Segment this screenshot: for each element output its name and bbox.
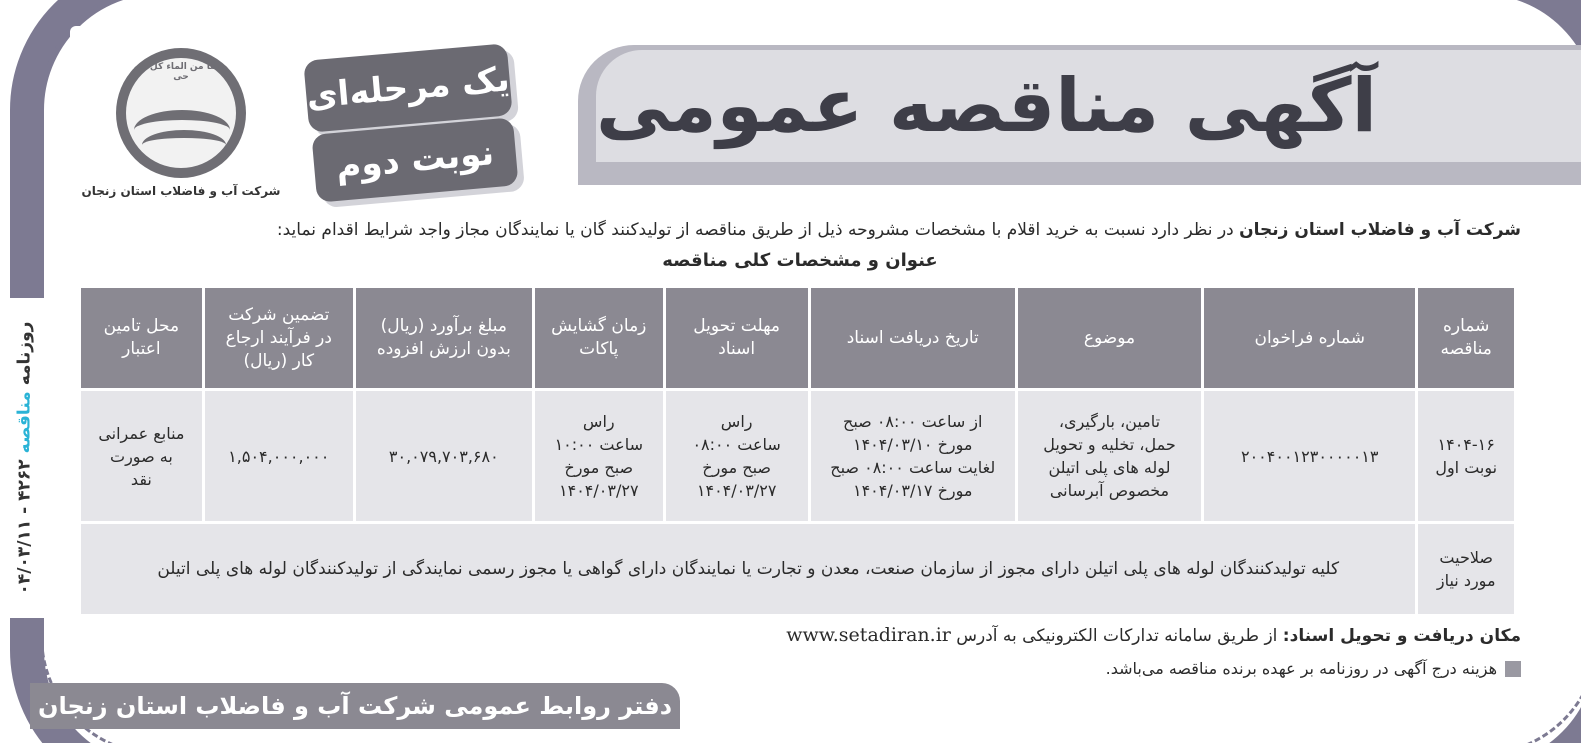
cell-subject: تامین، بارگیری، حمل، تخلیه و تحویل لوله های پلی اتیلن مخصوص آبرسانی [1018,391,1201,521]
header-funding-source: محل تامین اعتبار [81,288,202,388]
company-logo [81,48,281,206]
delivery-text: از طریق سامانه تدارکات الکترونیکی به آدرس [950,626,1283,646]
page-title: آگهی مناقصه عمومی [596,63,1377,149]
header-submission-deadline: مهلت تحویل اسناد [666,288,808,388]
cell-document-receipt-date: از ساعت ۰۸:۰۰ صبح مورخ ۱۴۰۴/۰۳/۱۰ لغایت ساعت ۰۸:۰۰ صبح مورخ ۱۴۰۴/۰۳/۱۷ [811,391,1015,521]
stage-badge: یک مرحله‌ای [303,43,512,133]
qualification-row [81,524,1514,614]
table-header-row [81,288,1514,388]
intro-company: شرکت آب و فاضلاب استان زنجان [1239,220,1521,240]
cell-opening-time: راس ساعت ۱۰:۰۰ صبح مورخ ۱۴۰۴/۰۳/۲۷ [535,391,663,521]
table-row [81,391,1514,521]
logo-motto: و جعلنا من الماء کل شیء حی [124,62,238,82]
header-tender-number: شماره مناقصه [1418,288,1514,388]
logo-caption: شرکت آب و فاضلاب استان زنجان [81,184,281,198]
tender-table [78,285,1517,617]
qualification-text: کلیه تولیدکنندگان لوله های پلی اتیلن دارای مجوز از سازمان صنعت، معدن و تجارت یا نمایندگان دارای گواهی یا مجوز رسمی نمایندگی از تولیدکنندگان لوله های پلی اتیلن [81,524,1415,614]
intro-text: در نظر دارد نسبت به خرید اقلام با مشخصات مشروحه ذیل از طریق مناقصه از تولیدکنند گان یا نمایندگان مجاز واجد شرایط اقدام نماید: [276,220,1240,240]
office-footer-bar [30,683,680,729]
section-heading: عنوان و مشخصات کلی مناقصه [662,250,938,271]
cell-funding-source: منابع عمرانی به صورت نقد [81,391,202,521]
intro-paragraph [121,218,1521,242]
cell-submission-deadline: راس ساعت ۰۸:۰۰ صبح مورخ ۱۴۰۴/۰۳/۲۷ [666,391,808,521]
delivery-info [521,622,1521,649]
cell-call-number: ۲۰۰۴۰۰۱۲۳۰۰۰۰۰۱۳ [1204,391,1415,521]
side-label-paper: روزنامه [14,321,34,386]
delivery-label: مکان دریافت و تحویل اسناد: [1282,626,1521,646]
cell-guarantee: ۱,۵۰۴,۰۰۰,۰۰۰ [205,391,353,521]
header-guarantee: تضمین شرکت در فرآیند ارجاع کار (ریال) [205,288,353,388]
header-opening-time: زمان گشایش پاکات [535,288,663,388]
newspaper-side-label [4,298,44,618]
header-document-receipt-date: تاریخ دریافت اسناد [811,288,1015,388]
header-call-number: شماره فراخوان [1204,288,1415,388]
fee-note [721,656,1521,682]
side-label-issue: ۴۲۶۲ - ۰۴/۰۳/۱۱ [14,459,34,595]
header-subject: موضوع [1018,288,1201,388]
qualification-label: صلاحیت مورد نیاز [1418,524,1514,614]
setadiran-link[interactable]: www.setadiran.ir [786,624,951,646]
fee-note-text: هزینه درج آگهی در روزنامه بر عهده برنده مناقصه می‌باشد. [1105,659,1497,678]
office-name: دفتر روابط عمومی شرکت آب و فاضلاب استان زنجان [37,692,673,720]
title-banner [596,50,1581,162]
square-bullet-icon [1505,661,1521,677]
cell-estimated-amount: ۳۰,۰۷۹,۷۰۳,۶۸۰ [356,391,532,521]
side-label-brand: مناقصه [14,391,34,454]
header-estimated-amount: مبلغ برآورد (ریال) بدون ارزش افزوده [356,288,532,388]
water-drop-logo-icon [116,48,246,178]
round-badge: نوبت دوم [311,117,518,202]
cell-tender-number: ۱۴۰۴-۱۶ نوبت اول [1418,391,1514,521]
